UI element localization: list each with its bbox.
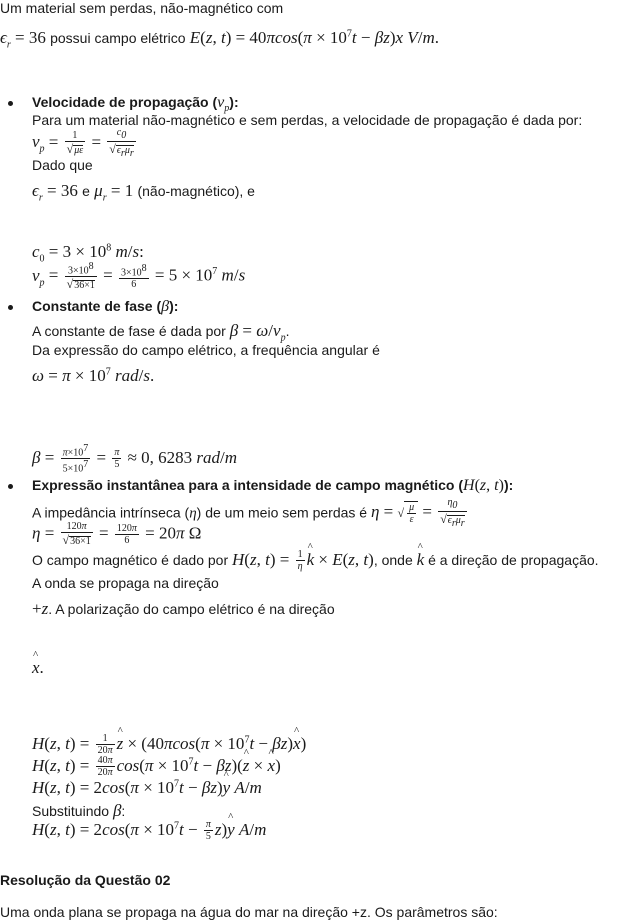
section-3-text-4: +z. A polarização do campo elétrico é na direção [32, 599, 335, 618]
section-3-text-2: O campo magnético é dado por H(z, t) = $\frac{1}{\eta}$ ^ k × E(z, t), onde ^ k é a direção de propagação. [32, 550, 599, 572]
c0-value: $c_0 = 3 \times 10^8$ m/s: [32, 242, 144, 265]
vp-formula: $v_p$ = $\frac{1}{√\mu\varepsilon}$ = $c_0$ $√\epsilon_r\mu_r$ [32, 127, 134, 159]
section-2-text-2: Da expressão do campo elétrico, a frequência angular é [32, 342, 380, 358]
dado-que: Dado que [32, 157, 93, 173]
conditions: $\epsilon_r = 36$ e $\mu_r = 1$ (não-magnético), e [32, 181, 255, 204]
section-3-text-1: A impedância intrínseca (η) de um meio sem perdas é η = √ $\frac{\mu}{\varepsilon}$ = $\eta_0$ $√\epsilon_r\mu_r$ [32, 497, 465, 529]
section-1-title: Velocidade de propagação $(v_p)$: [32, 94, 239, 115]
h-line-2: H(z, t) = $\frac{40\pi}{20\pi}$ $\cos(\pi \times 10^7t$ − βz)(^ z × ^ x) [32, 756, 281, 778]
x-direction: ^ x. [32, 658, 44, 678]
section-3-title: Expressão instantânea para a intensidade de campo magnético (H(z, t)): [32, 477, 514, 494]
bullet-1 [8, 101, 13, 106]
h-line-1: H(z, t) = $\frac{1}{20\pi}$ ^ $z \times (40\pi\cos(\pi \times 10^7t$ − βz)^ x) [32, 734, 306, 756]
substituindo: Substituindo β: [32, 801, 126, 820]
vp-value: $v_p$ = $\frac{3\times 10^8}{√36\times 1}$ = $\frac{3\times 10^8}{6}$ = $5 \times 10^7$ m/s [32, 261, 246, 292]
bullet-3 [8, 484, 13, 489]
omega-value: $\omega = \pi \times 10^7$ rad/s. [32, 366, 155, 385]
h-line-3: H(z, $t) = 2\cos(\pi \times 10^7t$ − βz)^ y A/m [32, 778, 262, 798]
h-line-4: H(z, $t) = 2\cos(\pi \times 10^7t$ − $\frac{\pi}{5}$ z)^ y A/m [32, 820, 266, 842]
eta-value: η = $\frac{120\pi}{√36\times 1}$ = $\frac{120\pi}{6}$ = 20π Ω [32, 521, 202, 547]
bullet-2 [8, 305, 13, 310]
section-2-title: Constante de fase (β): [32, 298, 179, 315]
question-2-text: Uma onda plana se propaga na água do mar na direção +z. Os parâmetros são: [0, 904, 498, 920]
intro-line-2: $\epsilon_r = 36$ possui campo elétrico E(z, $t) = 40\pi\cos(\pi \times 10^7t - \beta z)x$ V/m. [0, 28, 439, 51]
section-3-text-3: A onda se propaga na direção [32, 575, 219, 591]
intro-line-1: Um material sem perdas, não-magnético com [0, 0, 284, 16]
question-2-title: Resolução da Questão 02 [0, 872, 171, 888]
section-1-text: Para um material não-magnético e sem perdas, a velocidade de propagação é dada por: [32, 112, 583, 128]
section-2-text-1: A constante de fase é dada por $\beta = \omega/v_p$. [32, 321, 290, 344]
beta-value: β = $\frac{\pi\times 10^7}{5\times 10^7}$ = $\frac{\pi}{5}$ ≈ 0, 6283 rad/m [32, 443, 238, 475]
